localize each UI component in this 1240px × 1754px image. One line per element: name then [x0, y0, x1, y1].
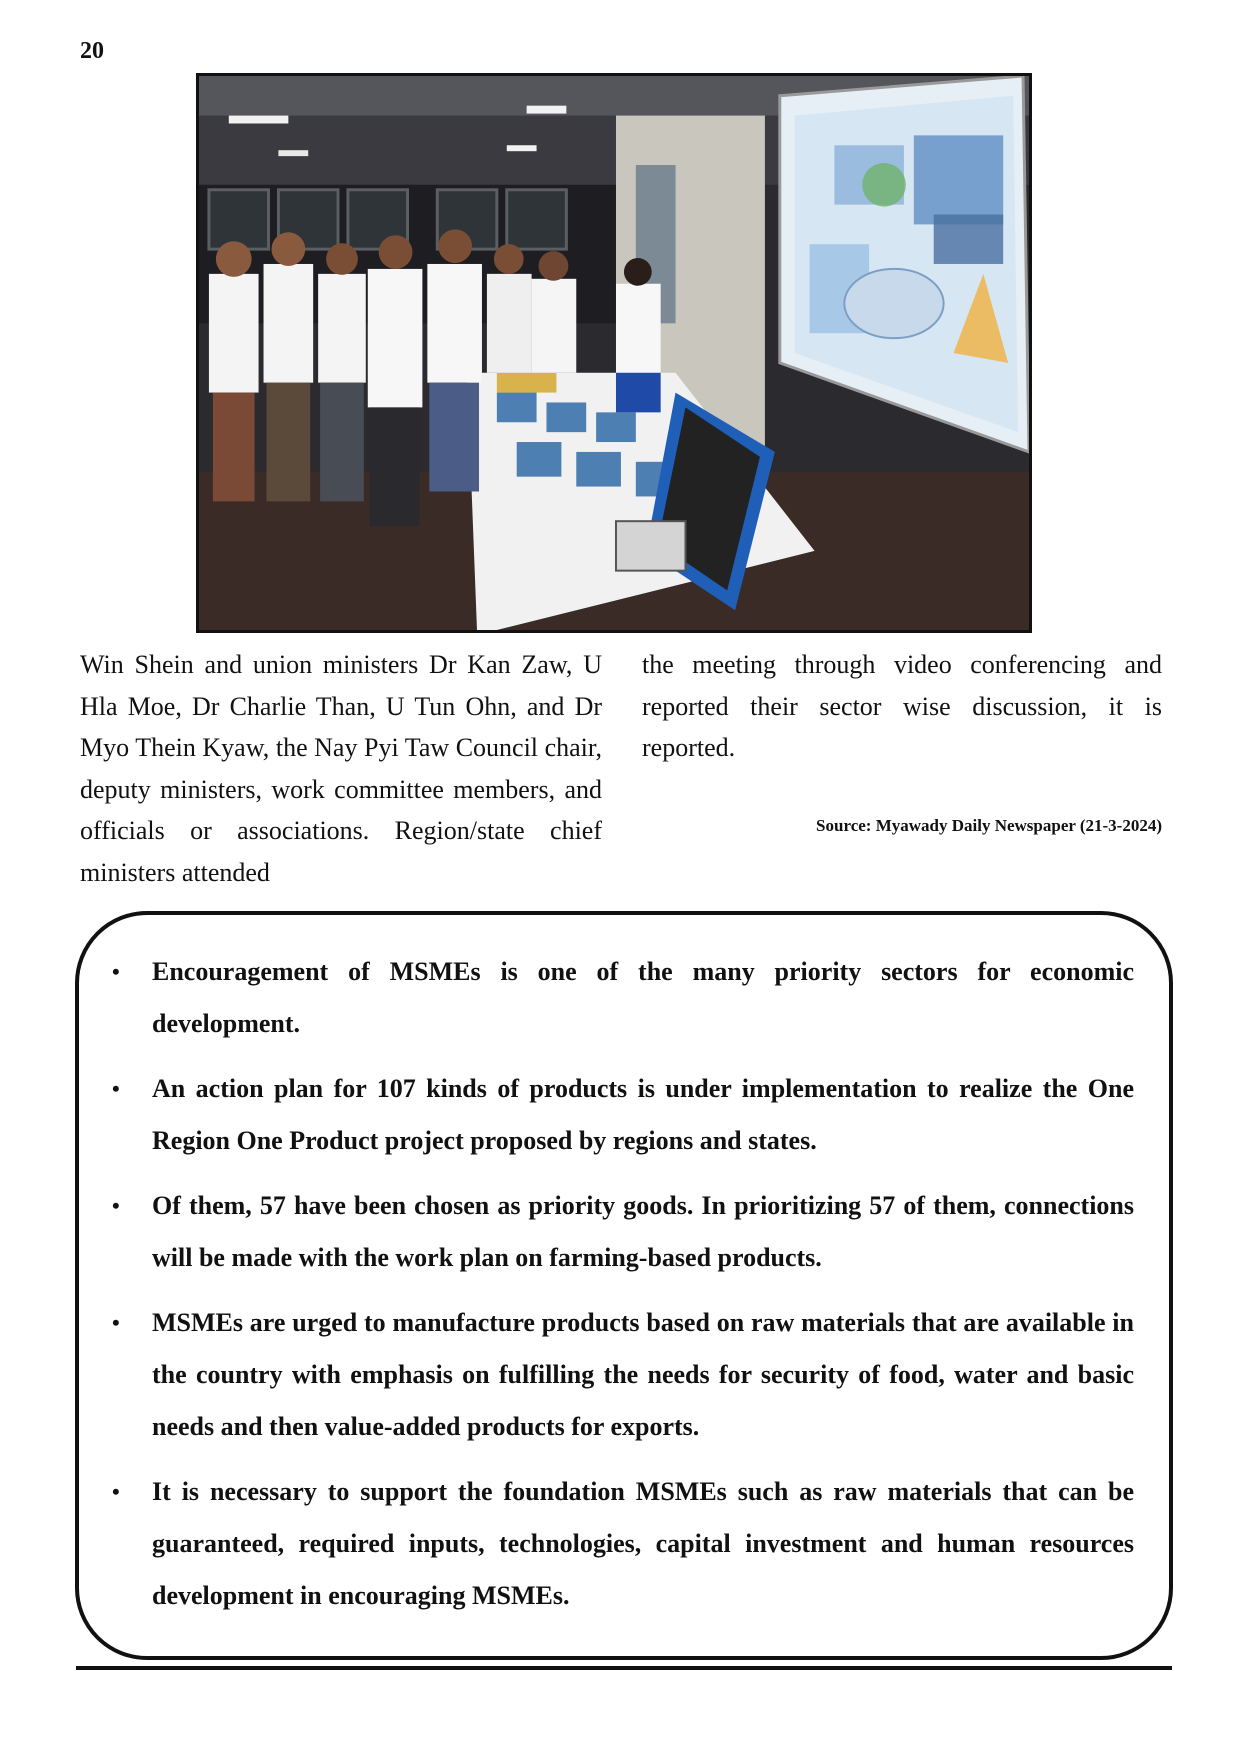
highlights-list [112, 946, 1134, 1635]
source-credit: Source: Myawady Daily Newspaper (21-3-2024) [816, 816, 1162, 835]
bottom-rule [76, 1666, 1172, 1670]
highlight-item [112, 1297, 1134, 1453]
article-right-column: the meeting through video conferencing and reported their sector wise discussion, it is reported. [642, 650, 1162, 762]
highlight-item [112, 1063, 1134, 1167]
bullet-icon: • [112, 1076, 120, 1101]
highlight-item [112, 946, 1134, 1050]
bullet-icon: • [112, 1310, 120, 1335]
highlight-item [112, 1180, 1134, 1284]
highlight-text: Of them, 57 have been chosen as priority goods. In prioritizing 57 of them, connections will be made with the work plan on farming-based products. [152, 1191, 1134, 1272]
news-photo [196, 73, 1032, 633]
highlight-text: An action plan for 107 kinds of products is under implementation to realize the One Region One Product project proposed by regions and states. [152, 1074, 1134, 1155]
bullet-icon: • [112, 1193, 120, 1218]
bullet-icon: • [112, 1479, 120, 1504]
article-left-column: Win Shein and union ministers Dr Kan Zaw, U Hla Moe, Dr Charlie Than, U Tun Ohn, and Dr Myo Thein Kyaw, the Nay Pyi Taw Council chair, deputy ministers, work committee members, and officials or associations. Region/state chief ministers attended [80, 650, 602, 887]
highlight-item [112, 1466, 1134, 1622]
highlight-text: MSMEs are urged to manufacture products based on raw materials that are available in the country with emphasis on fulfilling the needs for security of food, water and basic needs and then value-added products for exports. [152, 1308, 1134, 1441]
page-number: 20 [80, 38, 104, 64]
highlight-text: It is necessary to support the foundation MSMEs such as raw materials that can be guaranteed, required inputs, technologies, capital investment and human resources development in encouraging MSMEs. [152, 1477, 1134, 1610]
highlight-text: Encouragement of MSMEs is one of the many priority sectors for economic development. [152, 957, 1134, 1038]
photo-illustration [199, 76, 1029, 630]
bullet-icon: • [112, 959, 120, 984]
